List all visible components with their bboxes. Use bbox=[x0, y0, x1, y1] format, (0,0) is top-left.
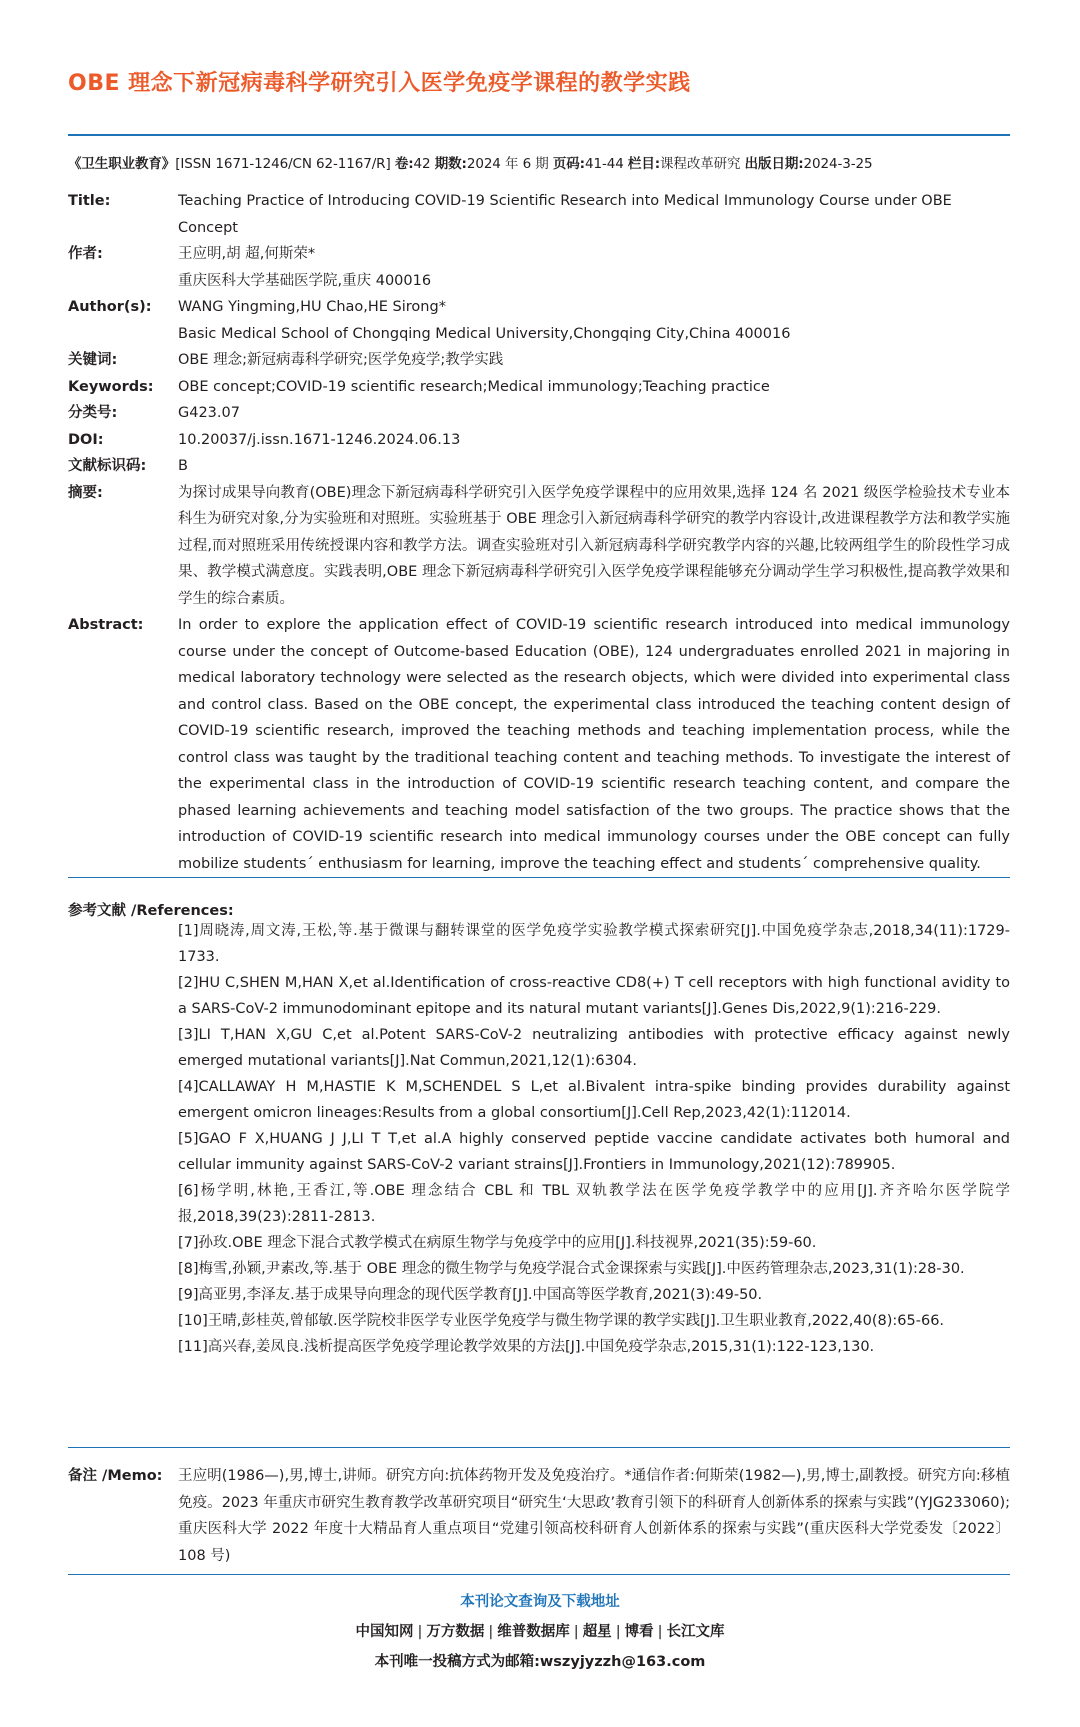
doi-value: 10.20037/j.issn.1671-1246.2024.06.13 bbox=[178, 431, 461, 448]
article-metadata bbox=[68, 188, 1010, 877]
author-cn-value: 王应明,胡 超,何斯荣* bbox=[178, 246, 316, 262]
author-cn-row bbox=[68, 241, 1010, 268]
footer-title: 本刊论文查询及下载地址 bbox=[460, 1594, 620, 1610]
abstract-en-text: In order to explore the application effect of COVID-19 scientific research introduced into medical immunology course under the concept of Outcome-based Education (OBE), 124 undergraduates enrolled 2021 in majoring in medical laboratory technology were selected as the research objects, which were divided into experimental class and control class. Based on the OBE concept, the experimental class introduced the teaching content design of COVID-19 scientific research, improved the teaching methods and teaching implementation process, while the control class was taught by the traditional teaching content and teaching methods. To investigate the interest of the experimental class in the introduction of COVID-19 scientific research teaching content, and compare the phased learning achievements and teaching model satisfaction of the two groups. The practice shows that the introduction of COVID-19 scientific research into medical immunology courses under the OBE concept can fully mobilize students´ enthusiasm for learning, improve the teaching effect and students´ comprehensive quality. bbox=[178, 617, 1010, 872]
author-en-label: Author(s): bbox=[68, 299, 152, 315]
abstract-divider bbox=[68, 877, 1010, 878]
reference-item: [2]HU C,SHEN M,HAN X,et al.Identification of cross-reactive CD8(+) T cell receptors with high functional avidity to a SARS-CoV-2 immunodominant epitope and its natural mutant variants[J].Genes Dis,2022,9(1):216-229. bbox=[178, 975, 1010, 1017]
reference-item: [1]周晓涛,周文涛,王松,等.基于微课与翻转课堂的医学免疫学实验教学模式探索研究[J].中国免疫学杂志,2018,34(11):1729-1733. bbox=[178, 923, 1010, 965]
affiliation-en-row bbox=[68, 321, 1010, 348]
journal-name: 《卫生职业教育》 bbox=[68, 156, 176, 172]
volume-value: 42 bbox=[413, 156, 431, 172]
memo-label: 备注 /Memo: bbox=[68, 1468, 163, 1484]
references-list bbox=[178, 918, 1010, 1360]
database-link[interactable]: 维普数据库 bbox=[497, 1624, 570, 1640]
classification-label: 分类号: bbox=[68, 405, 118, 421]
database-link[interactable]: 博看 bbox=[624, 1624, 654, 1640]
abstract-en-row bbox=[68, 612, 1010, 877]
author-en-value: WANG Yingming,HU Chao,HE Sirong* bbox=[178, 299, 446, 315]
doc-code-value: B bbox=[178, 458, 188, 474]
keywords-en-row bbox=[68, 374, 1010, 401]
memo-divider bbox=[68, 1574, 1010, 1575]
database-link[interactable]: 超星 bbox=[582, 1624, 612, 1640]
reference-item: [9]高亚男,李泽友.基于成果导向理念的现代医学教育[J].中国高等医学教育,2021(3):49-50. bbox=[178, 1287, 763, 1303]
keywords-cn-row bbox=[68, 347, 1010, 374]
affiliation-en-value: Basic Medical School of Chongqing Medical University,Chongqing City,China 400016 bbox=[178, 325, 791, 342]
reference-item: [8]梅雪,孙颖,尹素改,等.基于 OBE 理念的微生物学与免疫学混合式金课探索与实践[J].中医药管理杂志,2023,31(1):28-30. bbox=[178, 1261, 965, 1277]
title-row bbox=[68, 188, 1010, 241]
references-divider bbox=[68, 1447, 1010, 1448]
keywords-en-label: Keywords: bbox=[68, 378, 154, 395]
reference-item: [5]GAO F X,HUANG J J,LI T T,et al.A highly conserved peptide vaccine candidate activates both humoral and cellular immunity against SARS-CoV-2 variant strains[J].Frontiers in Immunology,2021(12):789905. bbox=[178, 1131, 1010, 1173]
footer-email: 本刊唯一投稿方式为邮箱:wszyjyzzh@163.com bbox=[374, 1654, 706, 1670]
reference-item: [11]高兴春,姜凤良.浅析提高医学免疫学理论教学效果的方法[J].中国免疫学杂志,2015,31(1):122-123,130. bbox=[178, 1339, 875, 1355]
classification-value: G423.07 bbox=[178, 405, 240, 421]
journal-issn: [ISSN 1671-1246/CN 62-1167/R] bbox=[175, 156, 391, 172]
database-link[interactable]: 中国知网 bbox=[355, 1624, 414, 1640]
date-label: 出版日期: bbox=[744, 156, 804, 172]
classification-row bbox=[68, 400, 1010, 427]
abstract-cn-label: 摘要: bbox=[68, 484, 103, 501]
pages-value: 41-44 bbox=[584, 156, 624, 172]
affiliation-cn-value: 重庆医科大学基础医学院,重庆 400016 bbox=[178, 272, 432, 289]
author-en-row bbox=[68, 294, 1010, 321]
reference-item: [6]杨学明,林艳,王香江,等.OBE 理念结合 CBL 和 TBL 双轨教学法在医学免疫学教学中的应用[J].齐齐哈尔医学院学报,2018,39(23):2811-2813. bbox=[178, 1183, 1010, 1225]
reference-item: [10]王晴,彭桂英,曾郁敏.医学院校非医学专业医学免疫学与微生物学课的教学实践[J].卫生职业教育,2022,40(8):65-66. bbox=[178, 1313, 945, 1329]
abstract-cn-text: 为探讨成果导向教育(OBE)理念下新冠病毒科学研究引入医学免疫学课程中的应用效果,选择 124 名 2021 级医学检验技术专业本科生为研究对象,分为实验班和对照班。实验班基于 OBE 理念引入新冠病毒科学研究的教学内容设计,改进课程教学方法和教学实施过程,而对照班采用传统授课内容和教学方法。调查实验班对引入新冠病毒科学研究教学内容的兴趣,比较两组学生的阶段性学习成果、教学模式满意度。实践表明,OBE 理念下新冠病毒科学研究引入医学免疫学课程能够充分调动学生学习积极性,提高教学效果和学生的综合素质。 bbox=[178, 484, 1010, 607]
issue-label: 期数: bbox=[434, 156, 467, 172]
date-value: 2024-3-25 bbox=[803, 156, 873, 172]
author-cn-label: 作者: bbox=[68, 246, 103, 262]
doi-row bbox=[68, 427, 1010, 454]
database-link[interactable]: 万方数据 bbox=[426, 1624, 485, 1640]
abstract-cn-row bbox=[68, 480, 1010, 613]
title-en-value: Teaching Practice of Introducing COVID-19 Scientific Research into Medical Immunology Course under OBE Concept bbox=[178, 193, 952, 236]
title-en-label: Title: bbox=[68, 193, 111, 209]
references-heading: 参考文献 /References: bbox=[68, 903, 234, 919]
reference-item: [4]CALLAWAY H M,HASTIE K M,SCHENDEL S L,et al.Bivalent intra-spike binding provides durability against emergent omicron lineages:Results from a global consortium[J].Cell Rep,2023,42(1):112014. bbox=[178, 1079, 1010, 1121]
journal-info-line bbox=[68, 152, 1018, 172]
issue-value: 2024 年 6 期 bbox=[466, 156, 549, 172]
affiliation-cn-row bbox=[68, 268, 1010, 295]
doc-code-label: 文献标识码: bbox=[68, 458, 147, 474]
footer-databases: 中国知网 | 万方数据 | 维普数据库 | 超星 | 博看 | 长江文库 bbox=[355, 1624, 725, 1640]
column-label: 栏目: bbox=[627, 156, 661, 172]
memo-text: 王应明(1986—),男,博士,讲师。研究方向:抗体药物开发及免疫治疗。*通信作者:何斯荣(1982—),男,博士,副教授。研究方向:移植免疫。2023 年重庆市研究生教育教学改革研究项目“研究生‘大思政’教育引领下的科研育人创新体系的探索与实践”(YJG233060);重庆医科大学 2022 年度十大精品育人重点项目“党建引领高校科研育人创新体系的探索与实践”(重庆医科大学党委发〔2022〕108 号) bbox=[178, 1468, 1010, 1564]
abstract-en-label: Abstract: bbox=[68, 617, 144, 633]
pages-label: 页码: bbox=[552, 156, 585, 172]
volume-label: 卷: bbox=[394, 156, 414, 172]
keywords-en-value: OBE concept;COVID-19 scientific research;Medical immunology;Teaching practice bbox=[178, 378, 770, 395]
keywords-cn-label: 关键词: bbox=[68, 352, 118, 368]
doc-code-row bbox=[68, 453, 1010, 480]
column-value: 课程改革研究 bbox=[660, 156, 741, 172]
keywords-cn-value: OBE 理念;新冠病毒科学研究;医学免疫学;教学实践 bbox=[178, 352, 504, 368]
reference-item: [3]LI T,HAN X,GU C,et al.Potent SARS-CoV-2 neutralizing antibodies with protective efficacy against newly emerged mutational variants[J].Nat Commun,2021,12(1):6304. bbox=[178, 1027, 1010, 1069]
article-title: OBE 理念下新冠病毒科学研究引入医学免疫学课程的教学实践 bbox=[68, 71, 691, 96]
doi-label: DOI: bbox=[68, 431, 104, 448]
database-link[interactable]: 长江文库 bbox=[666, 1624, 725, 1640]
memo-section bbox=[68, 1463, 1010, 1569]
top-rule bbox=[68, 134, 1010, 136]
reference-item: [7]孙玫.OBE 理念下混合式教学模式在病原生物学与免疫学中的应用[J].科技视界,2021(35):59-60. bbox=[178, 1235, 817, 1251]
